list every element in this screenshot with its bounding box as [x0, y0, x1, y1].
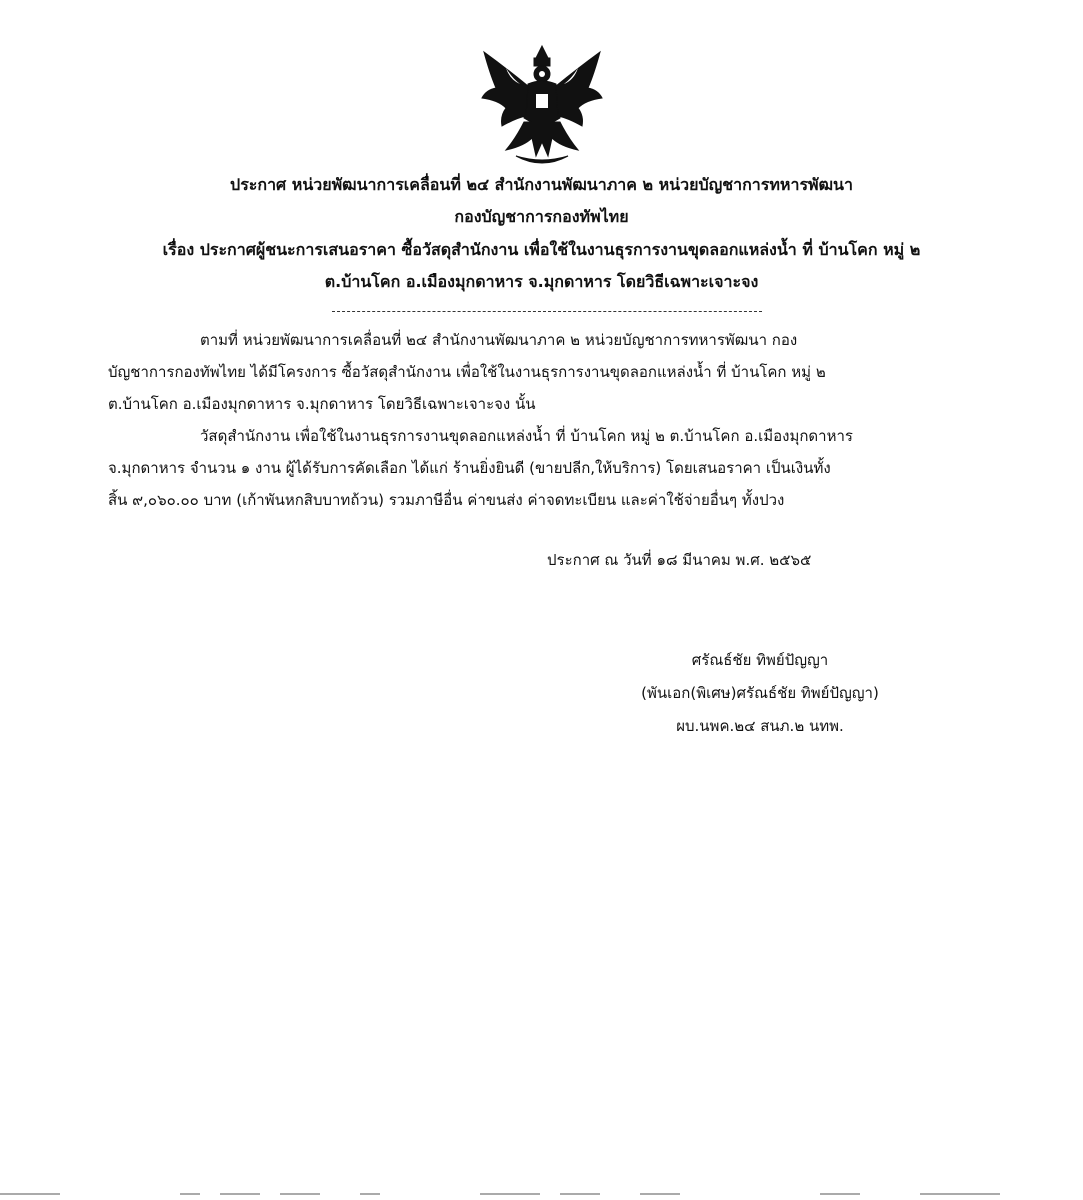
signature-rank-name: (พันเอก(พิเศษ)ศรัณธ์ชัย ทิพย์ปัญญา)	[641, 684, 879, 702]
announcement-subject-line-2: ต.บ้านโคก อ.เมืองมุกดาหาร จ.มุกดาหาร โดยวิธีเฉพาะเจาะจง	[324, 272, 759, 291]
paragraph-1-line-3: ต.บ้านโคก อ.เมืองมุกดาหาร จ.มุกดาหาร โดยวิธีเฉพาะเจาะจง นั้น	[108, 395, 536, 413]
header-divider	[332, 311, 762, 312]
scan-artifact-marks	[0, 1188, 1083, 1200]
garuda-emblem-icon	[476, 38, 608, 168]
signature-position: ผบ.นพค.๒๔ สนภ.๒ นทพ.	[676, 717, 844, 735]
announcement-subject-line-1: เรื่อง ประกาศผู้ชนะการเสนอราคา ซื้อวัสดุสำนักงาน เพื่อใช้ในงานธุรการงานขุดลอกแหล่งน้ำ ที่ บ้านโคก หมู่ ๒	[162, 240, 921, 259]
signature-name: ศรัณธ์ชัย ทิพย์ปัญญา	[691, 651, 829, 669]
announcement-title-line-1: ประกาศ หน่วยพัฒนาการเคลื่อนที่ ๒๔ สำนักงานพัฒนาภาค ๒ หน่วยบัญชาการทหารพัฒนา	[230, 175, 853, 194]
paragraph-2-line-2: จ.มุกดาหาร จำนวน ๑ งาน ผู้ได้รับการคัดเลือก ได้แก่ ร้านยิ่งยินดี (ขายปลีก,ให้บริการ) โดยเสนอราคา เป็นเงินทั้ง	[108, 459, 831, 477]
paragraph-1-line-1: ตามที่ หน่วยพัฒนาการเคลื่อนที่ ๒๔ สำนักงานพัฒนาภาค ๒ หน่วยบัญชาการทหารพัฒนา กอง	[200, 331, 798, 349]
paragraph-1-line-2: บัญชาการกองทัพไทย ได้มีโครงการ ซื้อวัสดุสำนักงาน เพื่อใช้ในงานธุรการงานขุดลอกแหล่งน้ำ ที่ บ้านโคก หมู่ ๒	[108, 363, 826, 381]
announcement-date: ประกาศ ณ วันที่ ๑๘ มีนาคม พ.ศ. ๒๕๖๕	[547, 551, 812, 569]
paragraph-2-line-3: สิ้น ๙,๐๖๐.๐๐ บาท (เก้าพันหกสิบบาทถ้วน) รวมภาษีอื่น ค่าขนส่ง ค่าจดทะเบียน และค่าใช้จ่ายอื่นๆ ทั้งปวง	[108, 491, 785, 509]
announcement-title-line-2: กองบัญชาการกองทัพไทย	[454, 207, 629, 226]
paragraph-2-line-1: วัสดุสำนักงาน เพื่อใช้ในงานธุรการงานขุดลอกแหล่งน้ำ ที่ บ้านโคก หมู่ ๒ ต.บ้านโคก อ.เมืองมุกดาหาร	[200, 427, 853, 445]
